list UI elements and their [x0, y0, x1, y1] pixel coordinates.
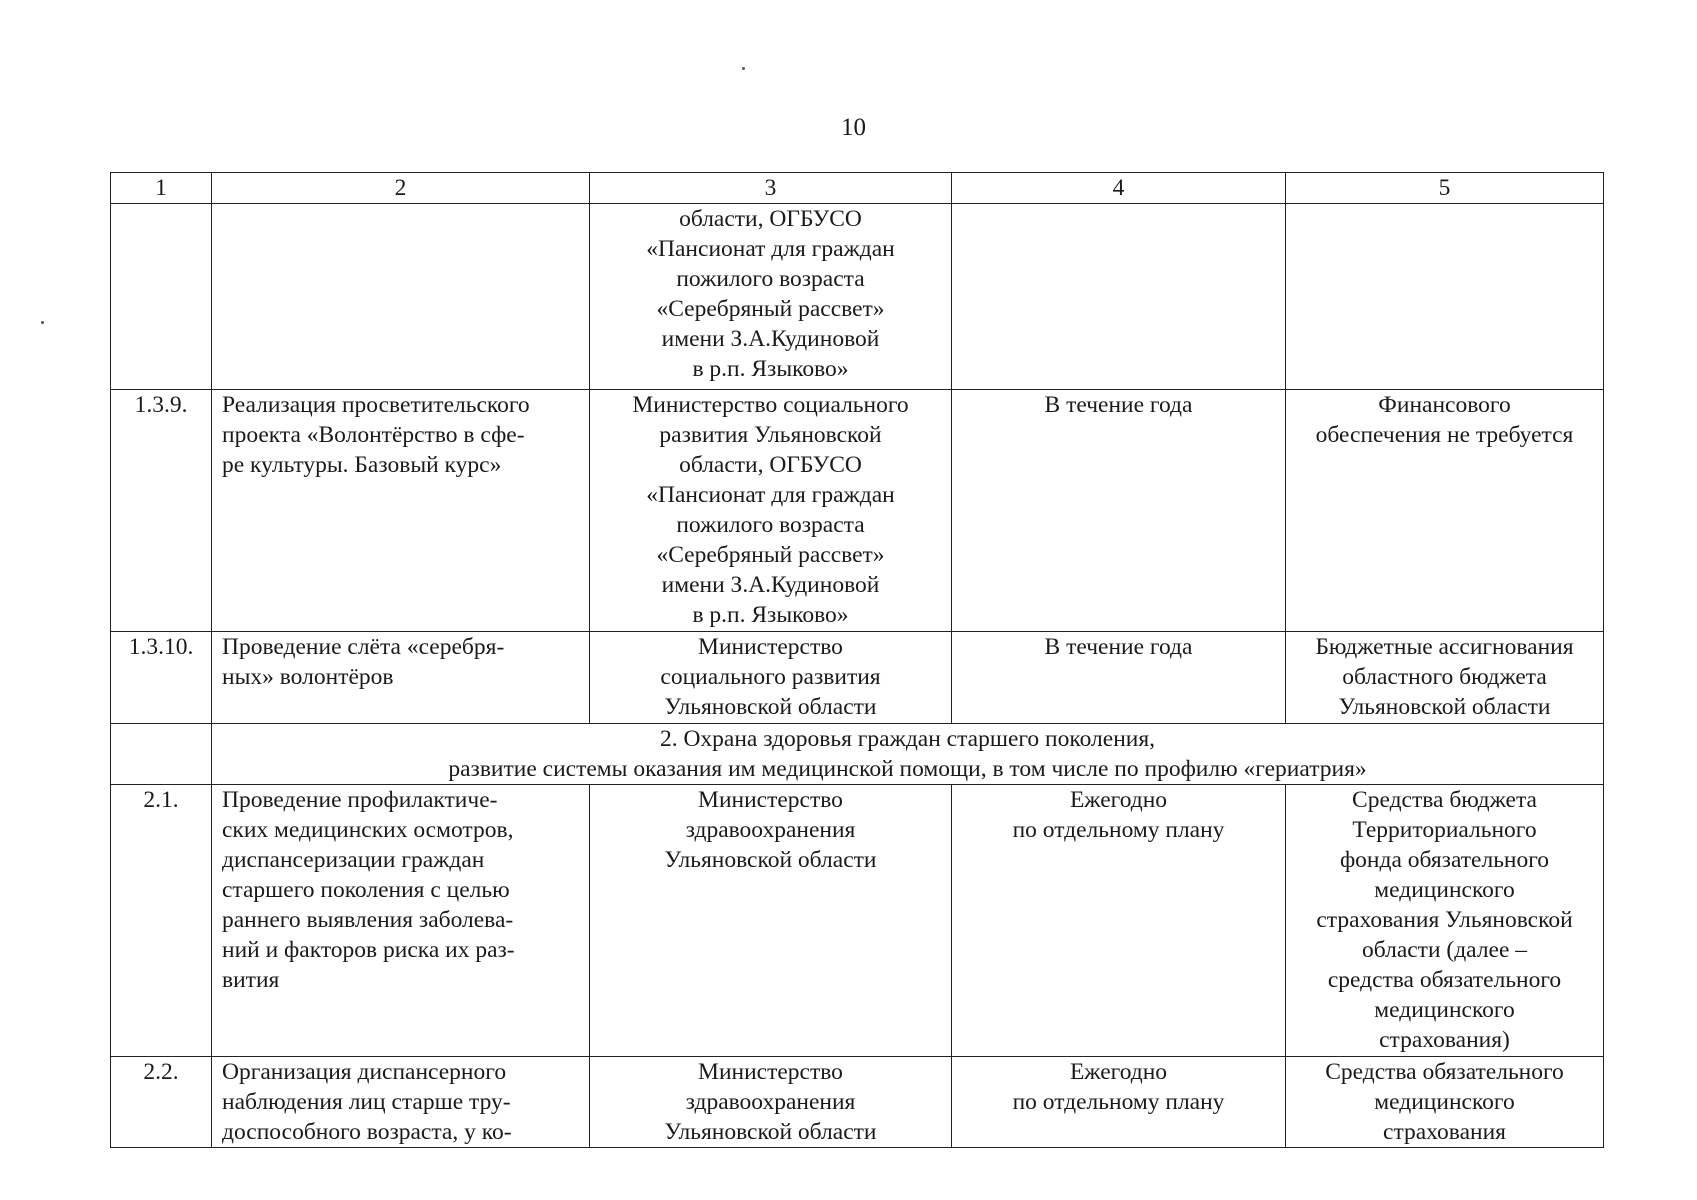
text-line: проекта «Волонтёрство в сфе-: [222, 422, 525, 448]
page-number: 10: [841, 114, 866, 141]
text-line: доспособного возраста, у ко-: [222, 1119, 512, 1145]
text-line: Проведение слёта «серебря-: [222, 634, 505, 660]
text-line: здравоохранения: [685, 1089, 856, 1115]
row-number: 1.3.10.: [111, 632, 212, 724]
text-line: имени З.А.Кудиновой: [661, 326, 880, 352]
executor: [590, 390, 952, 632]
text-line: по отдельному плану: [1012, 817, 1225, 843]
table-row: [111, 632, 1604, 724]
text-line: страхования: [1383, 1119, 1506, 1145]
section-row: [111, 724, 1604, 785]
text-line: фонда обязательного: [1339, 847, 1550, 873]
activity-plan-table: [110, 172, 1604, 1148]
text-line: диспансеризации граждан: [222, 847, 485, 873]
column-number-row: [111, 173, 1604, 204]
text-line: здравоохранения: [685, 817, 856, 843]
text-line: пожилого возраста: [676, 512, 865, 538]
scan-speck: [742, 67, 745, 70]
text-line: обеспечения не требуется: [1315, 422, 1574, 448]
text-line: В течение года: [1044, 392, 1193, 418]
text-line: Территориального: [1352, 817, 1537, 843]
text-line: развитие системы оказания им медицинской помощи, в том числе по профилю «гериатрия»: [448, 756, 1367, 782]
column-number: 3: [590, 173, 952, 204]
activity-name: [212, 1057, 590, 1148]
text-line: Бюджетные ассигнования: [1315, 634, 1574, 660]
text-line: «Пансионат для граждан: [646, 482, 895, 508]
text-line: старшего поколения с целью: [222, 877, 510, 903]
text-line: Проведение профилактиче-: [222, 787, 498, 813]
executor: [590, 632, 952, 724]
text-line: в р.п. Языково»: [692, 602, 849, 628]
text-line: области, ОГБУСО: [679, 452, 862, 478]
text-line: пожилого возраста: [676, 266, 865, 292]
text-line: Министерство: [698, 787, 843, 813]
text-line: наблюдения лиц старше тру-: [222, 1089, 511, 1115]
text-line: Финансового: [1378, 392, 1511, 418]
text-line: «Пансионат для граждан: [646, 236, 895, 262]
executor: [590, 785, 952, 1057]
activity-name: [212, 785, 590, 1057]
table-row: [111, 204, 1604, 390]
text-line: В течение года: [1044, 634, 1193, 660]
text-line: Министерство социального: [632, 392, 909, 418]
text-line: Средства бюджета: [1352, 787, 1537, 813]
text-line: 2. Охрана здоровья граждан старшего поколения,: [659, 726, 1156, 752]
text-line: развития Ульяновской: [659, 422, 882, 448]
text-line: по отдельному плану: [1012, 1089, 1225, 1115]
term: [952, 1057, 1286, 1148]
text-line: ний и факторов риска их раз-: [222, 937, 515, 963]
text-line: раннего выявления заболева-: [222, 907, 514, 933]
text-line: ных» волонтёров: [222, 664, 394, 690]
text-line: Ежегодно: [1069, 787, 1168, 813]
term: [952, 390, 1286, 632]
activity-name: [212, 390, 590, 632]
activity-name: [212, 204, 590, 390]
term: [952, 785, 1286, 1057]
column-number: 2: [212, 173, 590, 204]
text-line: средства обязательного: [1327, 967, 1562, 993]
text-line: области (далее –: [1361, 937, 1528, 963]
text-line: Ежегодно: [1069, 1059, 1168, 1085]
table-row: [111, 1057, 1604, 1148]
row-number: 2.1.: [111, 785, 212, 1057]
text-line: медицинского: [1374, 1089, 1515, 1115]
text-line: вития: [222, 967, 280, 993]
term: [952, 204, 1286, 390]
row-number: [111, 204, 212, 390]
table-row: [111, 785, 1604, 1057]
activity-name: [212, 632, 590, 724]
scan-speck: [41, 321, 44, 324]
text-line: Средства обязательного: [1325, 1059, 1564, 1085]
text-line: Министерство: [698, 634, 843, 660]
column-number: 5: [1286, 173, 1604, 204]
text-line: Ульяновской области: [664, 694, 877, 720]
financing: [1286, 1057, 1604, 1148]
text-line: Министерство: [698, 1059, 843, 1085]
executor: [590, 1057, 952, 1148]
text-line: имени З.А.Кудиновой: [661, 572, 880, 598]
text-line: Ульяновской области: [1338, 694, 1551, 720]
text-line: ре культуры. Базовый курс»: [222, 452, 502, 478]
section-title: [212, 724, 1604, 785]
term: [952, 632, 1286, 724]
row-number: 1.3.9.: [111, 390, 212, 632]
financing: [1286, 632, 1604, 724]
table-row: [111, 390, 1604, 632]
row-number: 2.2.: [111, 1057, 212, 1148]
text-line: ских медицинских осмотров,: [222, 817, 514, 843]
text-line: Ульяновской области: [664, 1119, 877, 1145]
financing: [1286, 785, 1604, 1057]
text-line: областного бюджета: [1342, 664, 1547, 690]
financing: [1286, 390, 1604, 632]
text-line: страхования Ульяновской: [1316, 907, 1573, 933]
text-line: в р.п. Языково»: [692, 356, 849, 382]
text-line: Реализация просветительского: [222, 392, 530, 418]
text-line: «Серебряный рассвет»: [656, 296, 885, 322]
text-line: медицинского: [1374, 877, 1515, 903]
column-number: 4: [952, 173, 1286, 204]
column-number: 1: [111, 173, 212, 204]
text-line: области, ОГБУСО: [679, 206, 862, 232]
text-line: социального развития: [660, 664, 881, 690]
text-line: страхования): [1379, 1027, 1510, 1053]
financing: [1286, 204, 1604, 390]
executor: [590, 204, 952, 390]
row-number: [111, 724, 212, 785]
text-line: Ульяновской области: [664, 847, 877, 873]
text-line: «Серебряный рассвет»: [656, 542, 885, 568]
text-line: медицинского: [1374, 997, 1515, 1023]
text-line: Организация диспансерного: [222, 1059, 507, 1085]
